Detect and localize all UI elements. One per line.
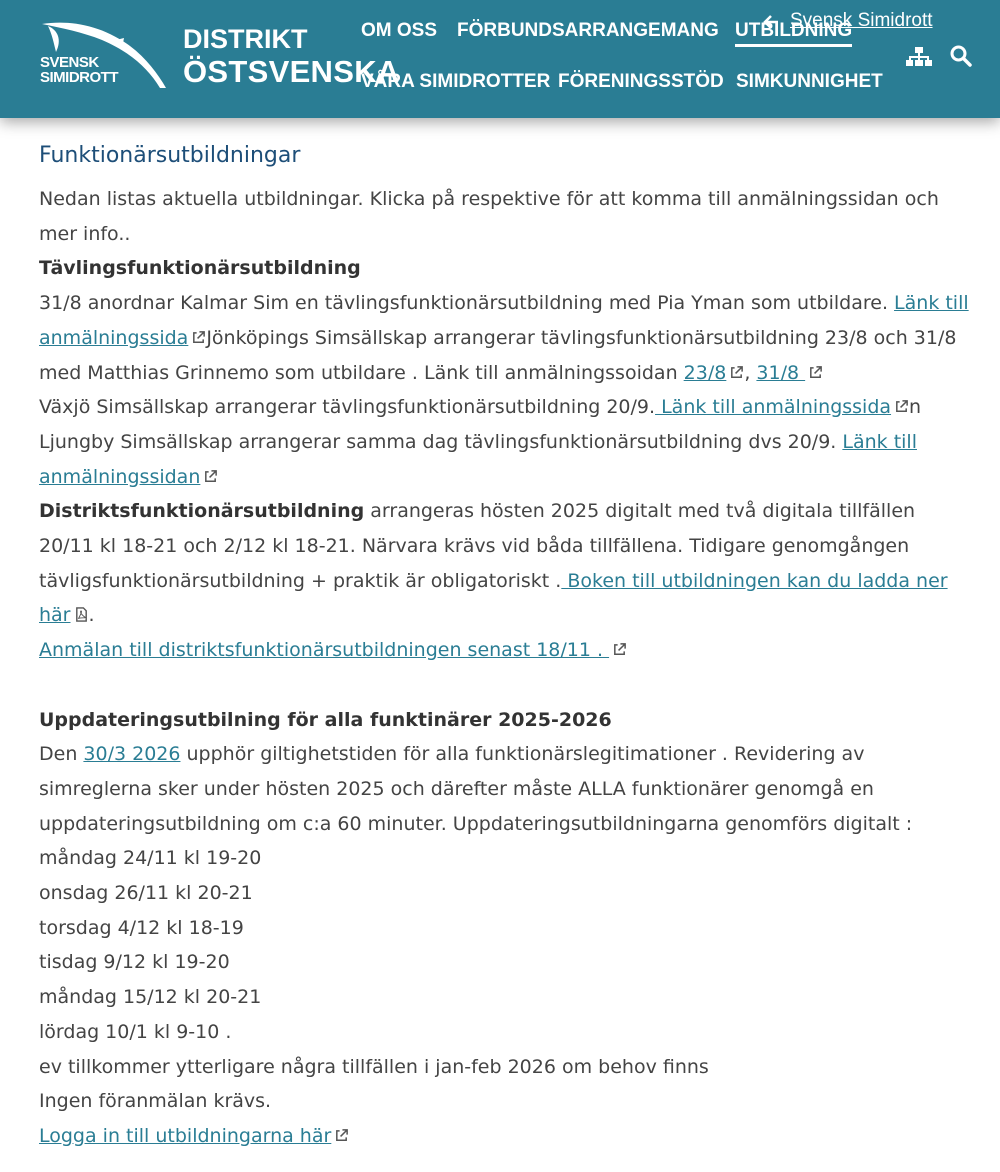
logo-line2: SIMIDROTT — [40, 69, 118, 86]
paragraph-uppdatering — [39, 737, 969, 841]
session-item: torsdag 4/12 kl 18-19 — [39, 916, 244, 939]
back-link-label: Svensk Simidrott — [790, 10, 933, 31]
external-link-icon — [894, 399, 909, 414]
text-jonkoping: Jönköpings Simsällskap arrangerar tävlingsfunktionärsutbildning 23/8 och 31/8 med Matthias Grinnemo som utbildare . Länk till anmälningssoidan — [39, 326, 957, 384]
text-dot: . — [88, 604, 95, 627]
extra-note: ev tillkommer ytterligare några tillfällen i jan-feb 2026 om behov finns — [39, 1055, 709, 1078]
session-item: tisdag 9/12 kl 19-20 — [39, 951, 230, 974]
text-vaxjo: Växjö Simsällskap arrangerar tävlingsfunktionärsutbildning 20/9. — [39, 396, 656, 419]
page-title: Funktionärsutbildningar — [39, 143, 301, 168]
intro-text: Nedan listas aktuella utbildningar. Klicka på respektive för att komma till anmälningssidan och mer info.. — [39, 188, 939, 245]
nav-utbildning[interactable]: UTBILDNING — [735, 20, 852, 47]
comma-separator: , — [744, 361, 757, 384]
external-link-icon — [808, 365, 823, 380]
logo-line1: SVENSK — [40, 54, 99, 71]
link-kalmar-registration[interactable]: Länk till anmälningssida — [39, 292, 969, 349]
main-content — [39, 140, 969, 1154]
external-link-icon — [203, 469, 218, 484]
nav-forbundsarrangemang[interactable]: FÖRBUNDSARRANGEMANG — [457, 20, 719, 41]
link-distrikt-registration[interactable]: Anmälan till distriktsfunktionärsutbildningen senast 18/11 . — [39, 639, 610, 662]
sitemap-icon[interactable] — [906, 46, 932, 68]
paragraph-vaxjo-ljungby — [39, 390, 969, 494]
pdf-file-icon — [74, 607, 89, 622]
link-ljungby-registration[interactable]: Länk till anmälningssidan — [39, 430, 917, 488]
text-distrikt: arrangeras hösten 2025 digitalt med två digitala tillfällen 20/11 kl 18-21 och 2/12 kl 18-21. Närvara krävs vid båda tillfällena. Tidigare genomgången tävligsfunktionärsutbildning + praktik är obligatoriskt . — [39, 500, 916, 592]
external-link-icon — [729, 365, 744, 380]
session-item: måndag 15/12 kl 20-21 — [39, 986, 262, 1009]
section-heading-uppdatering: Uppdateringsutbilning för alla funktinärer 2025-2026 — [39, 708, 612, 731]
session-item: onsdag 26/11 kl 20-21 — [39, 882, 253, 905]
link-download-book[interactable]: Boken till utbildningen kan du ladda ner här — [39, 569, 948, 627]
session-item: måndag 24/11 kl 19-20 — [39, 847, 262, 870]
paragraph-login — [39, 1119, 969, 1154]
link-23-8[interactable]: 23/8 — [683, 361, 727, 384]
external-link-icon — [612, 642, 627, 657]
external-link-icon — [191, 330, 206, 345]
link-31-8[interactable]: 31/8 — [756, 361, 806, 384]
no-registration-note: Ingen föranmälan krävs. — [39, 1090, 272, 1113]
arrow-left-icon — [762, 13, 780, 31]
site-header — [0, 0, 1000, 118]
section-heading-distrikt: Distriktsfunktionärsutbildning — [39, 500, 365, 523]
link-expiry-date[interactable]: 30/3 2026 — [83, 743, 181, 766]
paragraph-distrikt-register — [39, 633, 969, 668]
external-link-icon — [334, 1128, 349, 1143]
paragraph-distrikt — [39, 494, 969, 633]
search-icon[interactable] — [950, 45, 972, 67]
text-ljungby: n Ljungby Simsällskap arrangerar samma dag tävlingsfunktionärsutbildning dvs 20/9. — [39, 396, 922, 453]
section-heading-tavling: Tävlingsfunktionärsutbildning — [39, 257, 361, 280]
text-uppdatering: upphör giltighetstiden för alla funktionärslegitimationer . Revidering av simreglerna sker under hösten 2025 och därefter måste ALLA funktionärer genomgå en uppdateringsutbildning om c:a 60 minuter. Uppdateringsutbildningarna genomförs digitalt : — [39, 743, 913, 835]
section-tavling — [39, 251, 969, 286]
session-item: lördag 10/1 kl 9-10 . — [39, 1020, 232, 1043]
nav-vara-simidrotter[interactable]: VÅRA SIMIDROTTER — [361, 71, 551, 92]
back-to-svensk-simidrott-link[interactable] — [762, 10, 933, 32]
district-line1: DISTRIKT — [183, 24, 308, 54]
nav-om-oss[interactable]: OM OSS — [361, 20, 438, 41]
link-login-training[interactable]: Logga in till utbildningarna här — [39, 1124, 332, 1147]
link-vaxjo-registration[interactable]: Länk till anmälningssida — [655, 396, 892, 419]
logo-text — [40, 55, 118, 85]
district-line2: ÖSTSVENSKA — [183, 54, 400, 89]
spacer — [39, 668, 969, 703]
nav-foreningsstod[interactable]: FÖRENINGSSTÖD — [558, 71, 724, 92]
paragraph-kalmar-jonkoping — [39, 286, 969, 390]
text-den: Den — [39, 743, 84, 766]
text-kalmar: 31/8 anordnar Kalmar Sim en tävlingsfunktionärsutbildning med Pia Yman som utbildare. — [39, 292, 895, 315]
nav-simkunnighet[interactable]: SIMKUNNIGHET — [736, 71, 883, 92]
section-uppdatering — [39, 703, 969, 738]
